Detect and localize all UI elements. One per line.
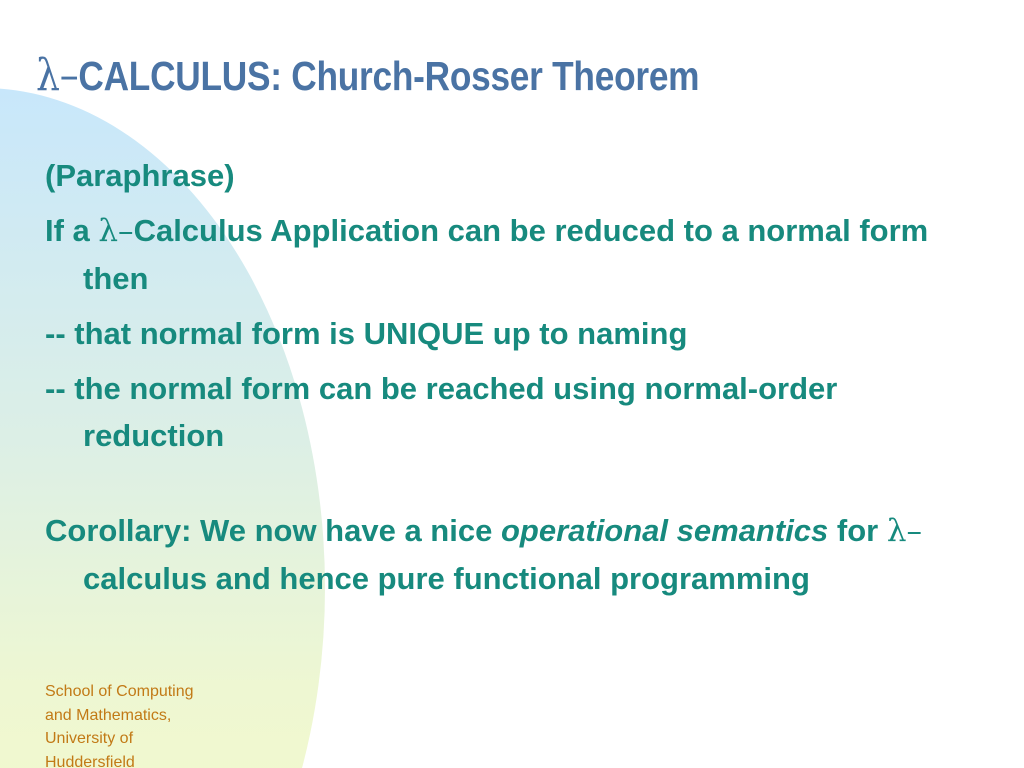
footer-line: School of Computing <box>45 683 194 700</box>
lambda-symbol: λ– <box>98 213 134 249</box>
footer-institution <box>45 680 245 768</box>
lambda-symbol: λ– <box>886 513 923 549</box>
application-post: Calculus Application can be reduced to a normal form then <box>83 213 929 296</box>
slide-body <box>45 152 985 610</box>
slide-title <box>36 50 699 101</box>
corollary-post: calculus and hence pure functional programming <box>83 561 810 596</box>
footer-line: Huddersfield <box>45 753 135 768</box>
corollary-pre: Corollary: We now have a nice <box>45 513 501 548</box>
corollary-italic: operational semantics <box>500 513 829 548</box>
title-dash: – <box>59 50 79 101</box>
reached-statement: -- the normal form can be reached using normal-order reduction <box>45 371 838 453</box>
corollary-mid: for <box>828 513 887 548</box>
application-statement <box>45 207 985 302</box>
unique-statement: -- that normal form is UNIQUE up to naming <box>45 316 688 351</box>
title-text: CALCULUS: Church-Rosser Theorem <box>78 53 700 99</box>
footer-line: and Mathematics, <box>45 706 172 724</box>
corollary-statement <box>45 507 985 602</box>
lambda-symbol: λ <box>36 50 60 101</box>
paraphrase-line: (Paraphrase) <box>45 158 235 193</box>
footer-line: University of <box>45 730 134 747</box>
application-pre: If a <box>45 213 99 248</box>
